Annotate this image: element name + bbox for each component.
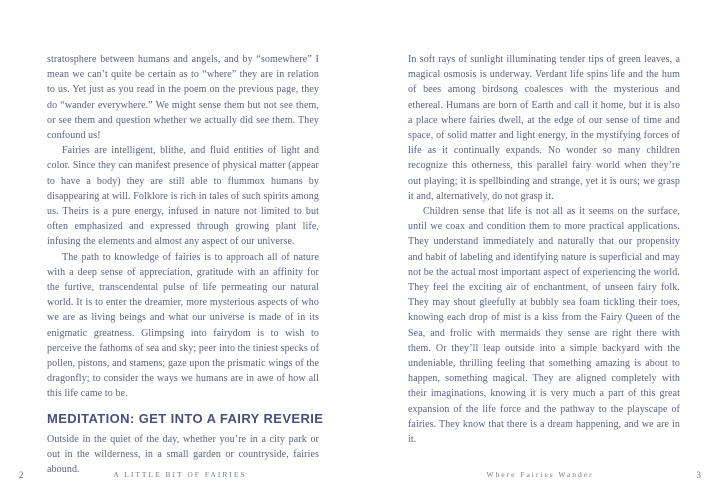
paragraph: Children sense that life is not all as it seems on the surface, until we coax and condition them to more practical applications. They understand immediately and naturally that our propensity and habit of labeling and identifying nature is superficial and may not be the actual most important aspect of experiencing the world. They feel the exciting air of enchantment, of unseen fairy folk. They may shout gleefully at bubbly sea foam tickling their toes, knowing each drop of mist is a kiss from the Fairy Queen of the Sea, and frolic with mermaids they sense are right there with them. Or they’ll leap outside into a simple backyard with the undeniable, thrilling feeling that something amazing is about to happen, something magical. They are aligned completely with their imaginations, knowing it is very much a part of this great expansion of the life force and the pathway to the playscape of fairies. They know that there is a dream happening, and we are in it. [408, 206, 680, 446]
page-right [360, 0, 720, 504]
paragraph: Fairies are intelligent, blithe, and fluid entities of light and color. Since they can manifest presence of physical matter (appear to have a body) they are still able to flummox humans by disappearing at will. Folklore is rich in tales of such spirits among us. Theirs is a pure energy, infused in nature not limited to but often emphasized and expressed through growing plant life, infusing the elements and almost any aspect of our universe. [47, 145, 319, 248]
running-title-right: Where Fairies Wander [486, 470, 594, 479]
paragraph: Outside in the quiet of the day, whether you’re in a city park or out in the wilderness, in a small garden or countryside, fairies abound. [47, 433, 319, 476]
meditation-heading: MEDITATION: GET INTO A FAIRY REVERIE [47, 410, 324, 426]
running-title-left: A LITTLE BIT OF FAIRIES [113, 470, 247, 479]
paragraph: The path to knowledge of fairies is to approach all of nature with a deep sense of appreciation, gratitude with an affinity for the furtive, transcendental pulse of life permeating our natural world. It is to enter the dreamier, more mysterious aspects of who we are as living beings and what our universe is made of in its enigmatic greatness. Glimpsing into fairydom is to wish to perceive the fathoms of sea and sky; peer into the tiniest specks of pollen, pistons, and stamens; gaze upon the prismatic wings of the dragonfly; to consider the ways we humans are in awe of how all this life came to be. [47, 251, 319, 400]
right-text-column [408, 52, 680, 447]
right-page-footer [360, 470, 720, 484]
page-number-left: 2 [19, 470, 24, 480]
paragraph: In soft rays of sunlight illuminating tender tips of green leaves, a magical osmosis is underway. Verdant life spins life and the hum of bees among birdsong coalesces with the mysterious and ethereal. Humans are born of Earth and call it home, but it is also a place where fairies dwell, at the edge of our sense of time and space, of solid matter and light energy, in the mystifying forces of life as it continually expands. No wonder so many children recognize this otherness, this parallel fairy world when they’re out playing; it is spellbinding and strange, yet it is ours; we grasp it and, alternatively, do not grasp it. [408, 54, 680, 202]
left-text-column [47, 52, 324, 477]
page-number-right: 3 [696, 470, 701, 480]
left-page-footer [0, 470, 360, 484]
paragraph-continued: stratosphere between humans and angels, and by “somewhere” I mean we can’t quite be certain as to “where” they are in relation to us. Yet just as you read in the poem on the previous page, they do “wander everywhere.” We might sense them but not see them, or see them and question whether we actually did see them. They confound us! [47, 54, 319, 142]
